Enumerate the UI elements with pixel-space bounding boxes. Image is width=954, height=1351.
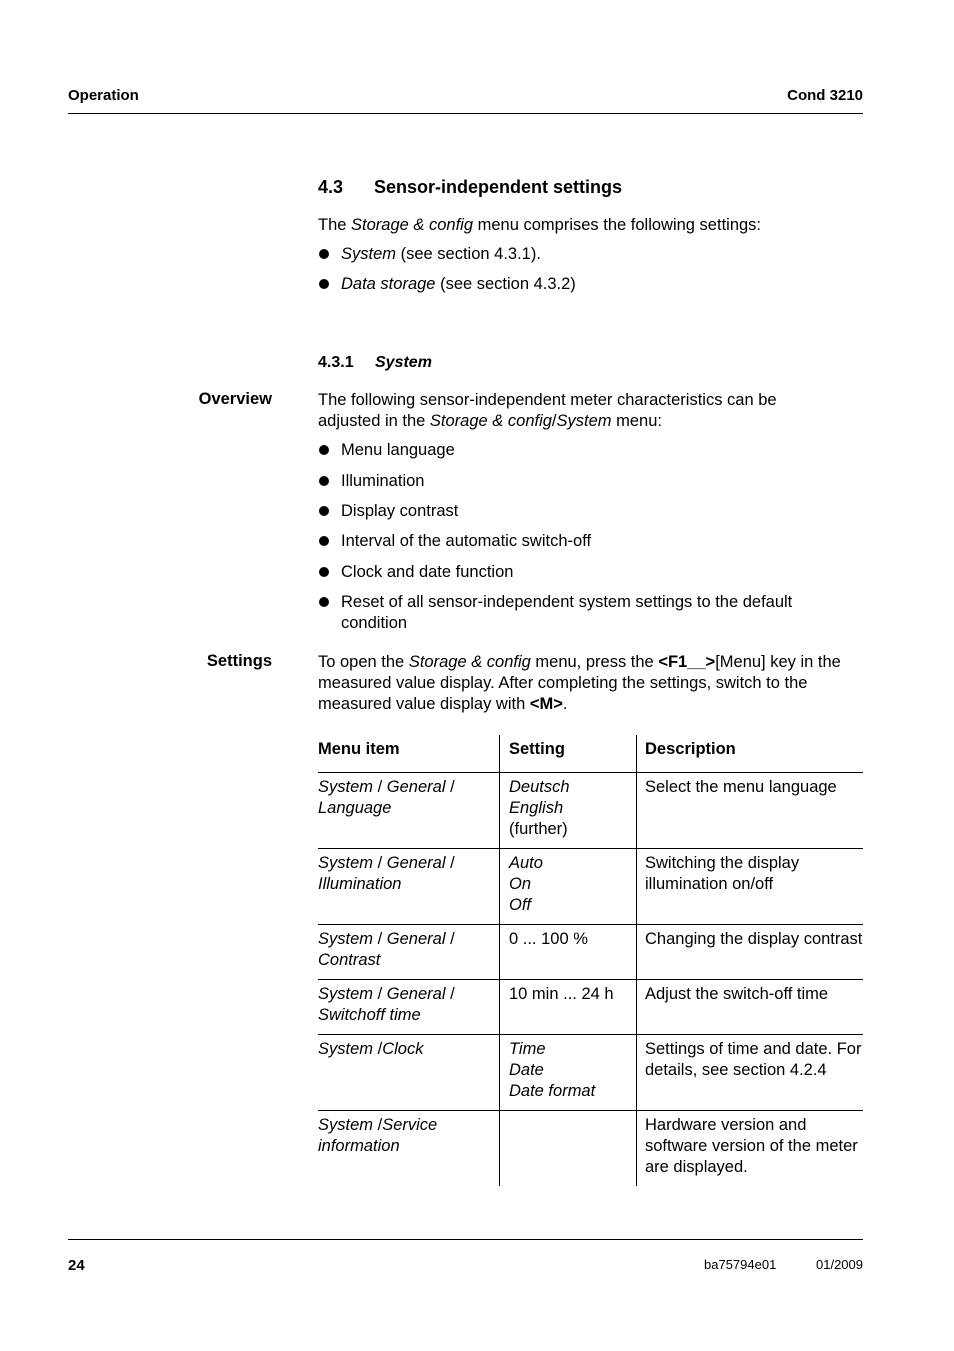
section-title: Sensor-independent settings [374, 177, 623, 197]
column-header-setting: Setting [500, 735, 637, 773]
setting-cell: 10 min ... 24 h [500, 980, 637, 1035]
document-date: 01/2009 [816, 1257, 863, 1272]
menu-item-cell: System / General / Contrast [318, 925, 500, 980]
setting-cell: Auto On Off [500, 849, 637, 925]
overview-text: The following sensor-independent meter characteristics can be adjusted in the Storage & config/System menu: [318, 391, 777, 430]
description-cell: Adjust the switch-off time [637, 980, 864, 1035]
menu-item-cell: System / General / Illumination [318, 849, 500, 925]
document-number: ba75794e01 [704, 1257, 777, 1272]
settings-table [318, 735, 863, 1186]
table-row [318, 773, 863, 849]
column-header-description: Description [637, 735, 864, 773]
section-intro: The Storage & config menu comprises the following settings: [318, 216, 761, 234]
description-cell: Settings of time and date. For details, see section 4.2.4 [637, 1035, 864, 1111]
menu-item-cell: System / General / Language [318, 773, 500, 849]
description-cell: Select the menu language [637, 773, 864, 849]
settings-label: Settings [206, 652, 272, 670]
bullet-icon [319, 445, 329, 455]
table-row [318, 849, 863, 925]
header-rule [68, 113, 863, 114]
menu-item-cell: System /Service information [318, 1116, 438, 1155]
page-number: 24 [68, 1257, 85, 1274]
column-header-menu-item: Menu item [318, 735, 500, 773]
bullet-icon [319, 597, 329, 607]
menu-item-cell: System /Clock [318, 1035, 500, 1111]
settings-text: To open the Storage & config menu, press the <F1__>[Menu] key in the measured value display. After completing the settings, switch to the measured value display with <M>. [318, 653, 841, 713]
setting-cell: Time Date Date format [500, 1035, 637, 1111]
bullet-icon [319, 279, 329, 289]
running-header-left: Operation [68, 87, 139, 104]
table-row [318, 1111, 863, 1187]
bullet-icon [319, 249, 329, 259]
table-row [318, 925, 863, 980]
description-cell: Hardware version and software version of the meter are displayed. [637, 1111, 864, 1187]
running-header-right: Cond 3210 [787, 87, 863, 104]
section-number: 4.3 [318, 177, 344, 197]
setting-cell: 0 ... 100 % [500, 925, 637, 980]
table-header-row [318, 735, 863, 773]
menu-item-cell: System / General / Switchoff time [318, 980, 500, 1035]
footer-rule [68, 1239, 863, 1240]
setting-cell [500, 1111, 637, 1187]
subsection-title: System [375, 354, 432, 371]
subsection-number: 4.3.1 [318, 354, 354, 371]
bullet-icon [319, 567, 329, 577]
description-cell: Switching the display illumination on/off [637, 849, 864, 925]
table-row [318, 1035, 863, 1111]
description-cell: Changing the display contrast [637, 925, 864, 980]
table-row [318, 980, 863, 1035]
bullet-icon [319, 476, 329, 486]
bullet-icon [319, 506, 329, 516]
bullet-icon [319, 536, 329, 546]
overview-label: Overview [198, 390, 272, 408]
setting-cell: Deutsch English (further) [500, 773, 637, 849]
